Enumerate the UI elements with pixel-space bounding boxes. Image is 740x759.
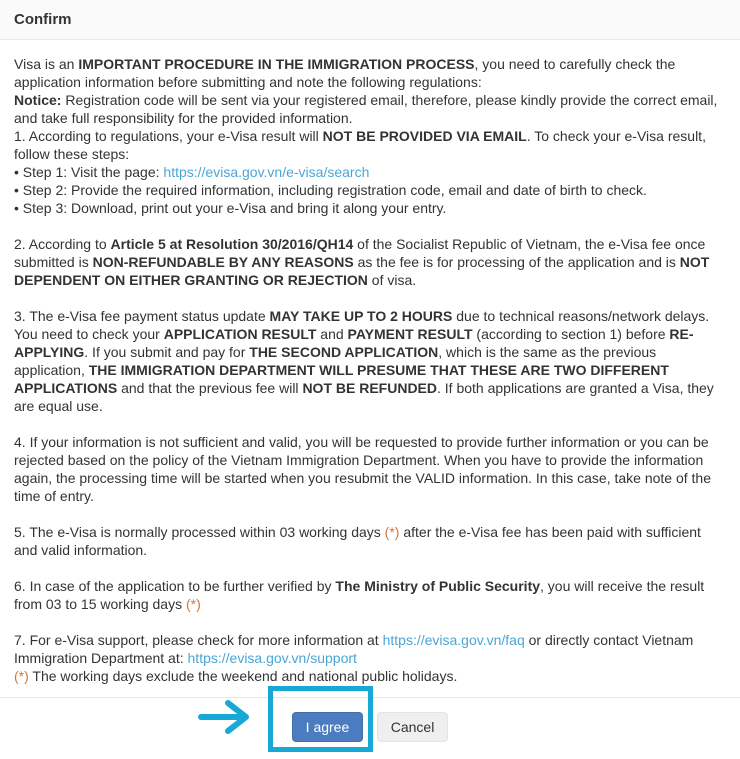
text-segment: 6. In case of the application to be further verified by (14, 578, 336, 594)
regulation-paragraph (14, 91, 726, 127)
regulations-text (0, 40, 740, 739)
text-segment: RE- APPLYING (14, 326, 694, 360)
text-segment: • Step 3: Download, print out your e-Visa and bring it along your entry. (14, 200, 447, 216)
text-segment: NOT BE PROVIDED VIA EMAIL (322, 128, 527, 144)
text-segment: 7. For e-Visa support, please check for more information at (14, 632, 383, 648)
regulation-paragraph (14, 577, 726, 613)
text-segment: , you will receive the result from 03 to 15 working days (14, 578, 705, 612)
text-segment: (according to section 1) before (472, 326, 670, 342)
cancel-button[interactable]: Cancel (377, 712, 449, 742)
text-segment: of the Socialist Republic of Vietnam, the e-Visa fee once submitted is (14, 236, 706, 270)
regulation-paragraph (14, 235, 726, 289)
text-segment: 2. According to (14, 236, 111, 252)
dialog-footer (0, 697, 740, 759)
text-segment: • Step 1: Visit the page: (14, 164, 164, 180)
inline-link[interactable]: https://evisa.gov.vn/support (187, 650, 357, 666)
text-segment: The working days exclude the weekend and national public holidays. (28, 668, 458, 684)
text-segment: due to technical reasons/network delays. You need to check your (14, 308, 710, 342)
text-segment: Notice: (14, 92, 62, 108)
text-segment: 4. If your information is not sufficient and valid, you will be requested to provide further information or you can be rejected based on the policy of the Vietnam Immigration Department. When you have to provide the information again, the processing time will be started when you resubmit the VALID information. In this case, take note of the time of entry. (14, 434, 711, 504)
text-segment: THE IMMIGRATION DEPARTMENT WILL PRESUME THAT THESE ARE TWO DIFFERENT APPLICATIONS (14, 362, 669, 396)
regulation-paragraph (14, 127, 726, 163)
agree-button[interactable]: I agree (292, 712, 364, 742)
inline-link[interactable]: https://evisa.gov.vn/faq (382, 632, 525, 648)
text-segment: or directly contact Vietnam Immigration Department at: (14, 632, 694, 666)
text-segment: and that the previous fee will (117, 380, 303, 396)
text-segment: . If you submit and pay for (84, 344, 250, 360)
text-segment: THE SECOND APPLICATION (249, 344, 439, 360)
text-segment: after the e-Visa fee has been paid with sufficient and valid information. (14, 524, 701, 558)
text-segment: . To check your e-Visa result, follow these steps: (14, 128, 706, 162)
regulation-paragraph (14, 307, 726, 415)
regulation-paragraph (14, 163, 726, 181)
text-segment: APPLICATION RESULT (163, 326, 317, 342)
text-segment: , which is the same as the previous application, (14, 344, 657, 378)
text-segment: Visa is an (14, 56, 79, 72)
text-segment: 3. The e-Visa fee payment status update (14, 308, 270, 324)
text-segment: and (316, 326, 348, 342)
text-segment: as the fee is for processing of the application and is (353, 254, 680, 270)
text-segment: The Ministry of Public Security (335, 578, 541, 594)
regulation-paragraph (14, 199, 726, 217)
dialog-header (0, 0, 740, 40)
text-segment: Article 5 at Resolution 30/2016/QH14 (110, 236, 354, 252)
text-segment: NON-REFUNDABLE BY ANY REASONS (92, 254, 354, 270)
asterisk-note: (*) (14, 668, 29, 684)
text-segment: , you need to carefully check the application information before submitting and note the following regulations: (14, 56, 676, 90)
text-segment: of visa. (367, 272, 417, 288)
inline-link[interactable]: https://evisa.gov.vn/e-visa/search (163, 164, 370, 180)
text-segment: MAY TAKE UP TO 2 HOURS (269, 308, 453, 324)
text-segment: • Step 2: Provide the required information, including registration code, email and date of birth to check. (14, 182, 647, 198)
regulation-paragraph (14, 523, 726, 559)
dialog-title: Confirm (14, 11, 72, 28)
regulation-paragraph (14, 433, 726, 505)
text-segment: 5. The e-Visa is normally processed within 03 working days (14, 524, 385, 540)
regulation-paragraph (14, 181, 726, 199)
text-segment: Registration code will be sent via your registered email, therefore, please kindly provide the correct email, and take full responsibility for the provided information. (14, 92, 718, 126)
regulation-paragraph (14, 55, 726, 91)
text-segment: NOT BE REFUNDED (302, 380, 437, 396)
asterisk-note: (*) (384, 524, 400, 540)
regulation-paragraph (14, 631, 726, 667)
text-segment: PAYMENT RESULT (347, 326, 473, 342)
text-segment: IMPORTANT PROCEDURE IN THE IMMIGRATION PROCESS (78, 56, 475, 72)
asterisk-note: (*) (185, 596, 201, 612)
regulation-paragraph (14, 667, 726, 685)
text-segment: 1. According to regulations, your e-Visa result will (14, 128, 323, 144)
text-segment: . If both applications are granted a Visa, they are equal use. (14, 380, 714, 414)
text-segment: NOT DEPENDENT ON EITHER GRANTING OR REJECTION (14, 254, 710, 288)
